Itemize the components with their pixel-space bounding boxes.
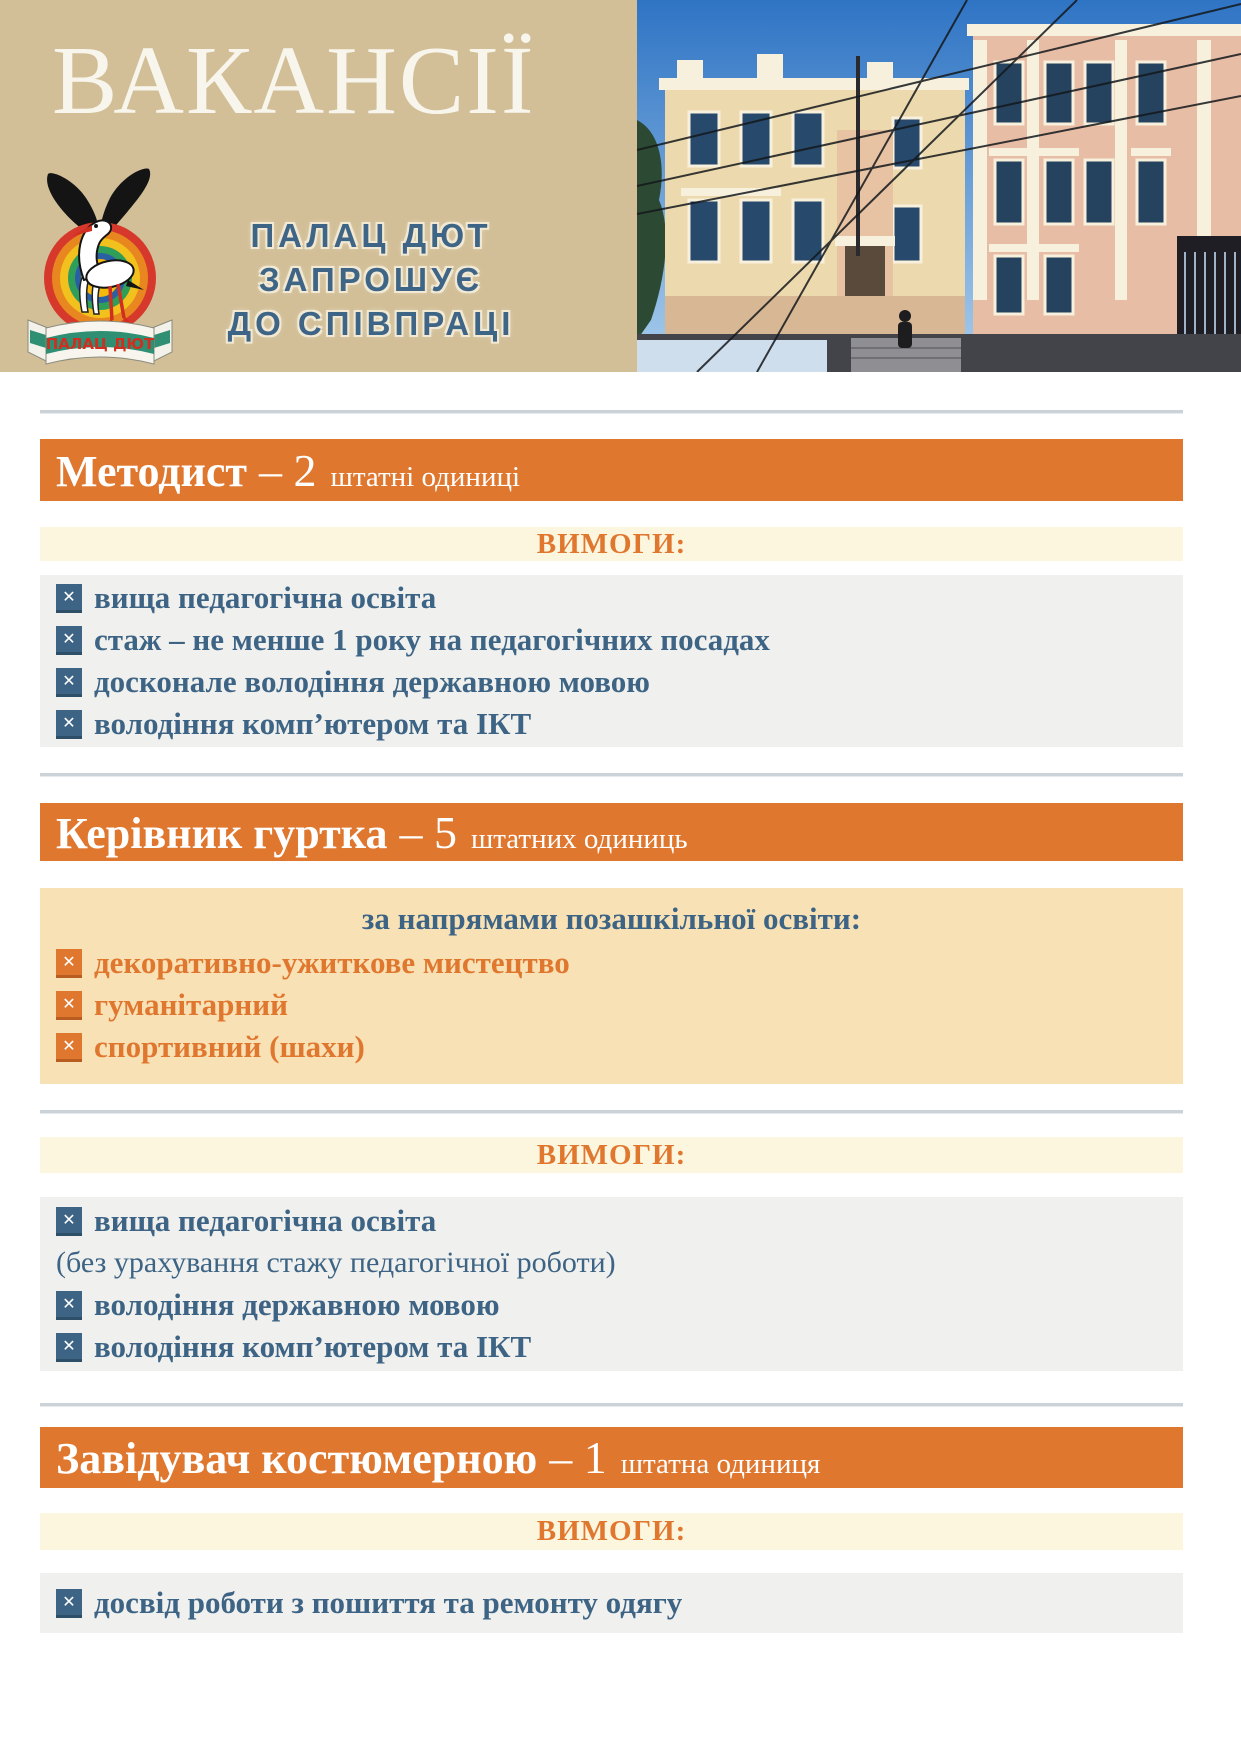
page-title: ВАКАНСІЇ bbox=[52, 27, 536, 135]
requirement-item: ✕ володіння комп’ютером та ІКТ bbox=[40, 703, 1183, 745]
requirements-label: ВИМОГИ: bbox=[40, 1513, 1183, 1550]
direction-item: ✕ декоративно-ужиткове мистецтво bbox=[40, 942, 1183, 984]
checkbox-x-icon: ✕ bbox=[56, 668, 82, 697]
job-unit: штатні одиниці bbox=[330, 460, 521, 493]
palace-logo bbox=[22, 162, 178, 372]
job-title: Керівник гуртка bbox=[56, 808, 388, 858]
direction-item: ✕ спортивний (шахи) bbox=[40, 1026, 1183, 1068]
requirement-item: ✕ досконале володіння державною мовою bbox=[40, 661, 1183, 703]
job-count: – 5 bbox=[399, 806, 457, 858]
requirements-list-kerivnyk bbox=[40, 1197, 1183, 1371]
requirements-label: ВИМОГИ: bbox=[40, 1137, 1183, 1173]
building-photo-image bbox=[637, 0, 1241, 372]
requirement-item: ✕ володіння державною мовою bbox=[40, 1284, 1183, 1326]
requirement-item: ✕ володіння комп’ютером та ІКТ bbox=[40, 1326, 1183, 1368]
direction-item: ✕ гуманітарний bbox=[40, 984, 1183, 1026]
job-unit: штатна одиниця bbox=[620, 1448, 821, 1480]
section-banner-metodyst bbox=[40, 439, 1183, 501]
requirement-note: (без урахування стажу педагогічної роботи) bbox=[56, 1246, 616, 1279]
requirement-item: ✕ досвід роботи з пошиття та ремонту одягу bbox=[40, 1582, 1183, 1624]
checkbox-x-icon: ✕ bbox=[56, 1333, 82, 1362]
job-count: – 2 bbox=[259, 444, 317, 496]
checkbox-x-icon: ✕ bbox=[56, 1589, 82, 1618]
checkbox-x-icon: ✕ bbox=[56, 1207, 82, 1236]
content bbox=[40, 410, 1183, 1633]
job-title: Методист bbox=[56, 446, 247, 496]
section-banner-kerivnyk-hurtka bbox=[40, 803, 1183, 861]
job-count: – 1 bbox=[549, 1432, 607, 1483]
stork-rainbow-logo-icon bbox=[22, 162, 178, 372]
divider bbox=[40, 1110, 1183, 1114]
directions-heading: за напрямами позашкільної освіти: bbox=[361, 901, 862, 936]
checkbox-x-icon: ✕ bbox=[56, 710, 82, 739]
building-photo bbox=[637, 0, 1241, 372]
requirement-item: ✕ вища педагогічна освіта bbox=[40, 1200, 1183, 1242]
requirements-list-metodyst bbox=[40, 575, 1183, 747]
divider bbox=[40, 773, 1183, 777]
divider bbox=[40, 1403, 1183, 1407]
checkbox-x-icon: ✕ bbox=[56, 1291, 82, 1320]
requirement-item: ✕ стаж – не менше 1 року на педагогічних посадах bbox=[40, 619, 1183, 661]
header bbox=[0, 0, 1241, 372]
section-banner-zaviduvach bbox=[40, 1427, 1183, 1488]
requirements-label: ВИМОГИ: bbox=[40, 527, 1183, 561]
checkbox-x-icon: ✕ bbox=[56, 991, 82, 1020]
directions-box bbox=[40, 888, 1183, 1084]
checkbox-x-icon: ✕ bbox=[56, 584, 82, 613]
checkbox-x-icon: ✕ bbox=[56, 626, 82, 655]
invite-line: ДО СПІВПРАЦІ bbox=[227, 305, 515, 342]
job-title: Завідувач костюмерною bbox=[56, 1434, 538, 1483]
requirements-list-zaviduvach bbox=[40, 1573, 1183, 1633]
invite-tagline bbox=[196, 214, 546, 346]
checkbox-x-icon: ✕ bbox=[56, 949, 82, 978]
invite-line: ПАЛАЦ ДЮТ bbox=[250, 217, 492, 254]
checkbox-x-icon: ✕ bbox=[56, 1033, 82, 1062]
invite-line: ЗАПРОШУЄ bbox=[258, 261, 484, 298]
job-unit: штатних одиниць bbox=[470, 822, 688, 855]
logo-ribbon-text: ПАЛАЦ ДЮТ bbox=[45, 335, 155, 353]
divider bbox=[40, 410, 1183, 414]
requirement-item: ✕ вища педагогічна освіта bbox=[40, 577, 1183, 619]
